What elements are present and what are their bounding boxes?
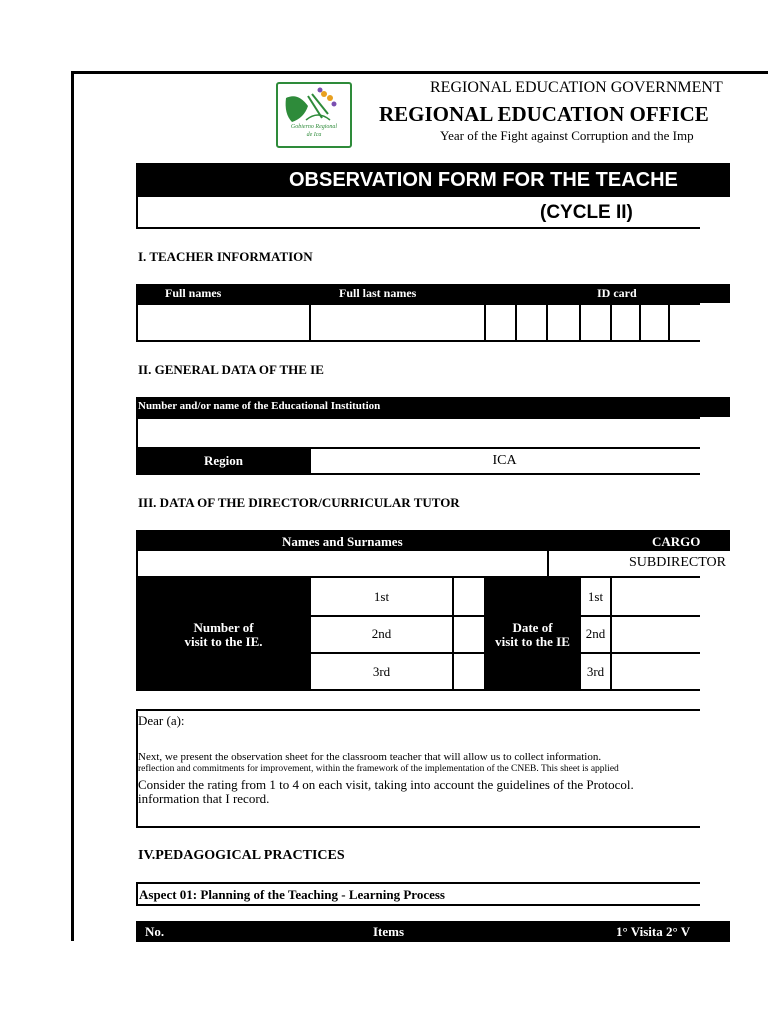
visit-number-2nd: 2nd	[371, 626, 392, 641]
cargo-label: CARGO	[652, 534, 701, 549]
message-line-1: Next, we present the observation sheet for the classroom teacher that will allow us to collect information.	[138, 751, 602, 763]
id-digit-2[interactable]	[515, 303, 548, 342]
section-teacher-info-heading: I. TEACHER INFORMATION	[138, 249, 313, 264]
col-no: No.	[145, 924, 165, 939]
director-name-field[interactable]	[136, 549, 549, 578]
aspect-01-title: Aspect 01: Planning of the Teaching - Learning Process	[139, 887, 445, 902]
visit-number-3rd: 3rd	[372, 664, 391, 679]
visit-date-label-2: visit to the IE	[495, 634, 570, 649]
message-greeting: Dear (a):	[138, 713, 185, 728]
visit-number-1st: 1st	[373, 589, 390, 604]
section-director-heading: III. DATA OF THE DIRECTOR/CURRICULAR TUTOR	[138, 495, 460, 510]
cargo-value: SUBDIRECTOR	[629, 555, 726, 570]
logo-text: Gobierno Regional	[290, 124, 338, 130]
id-digit-7[interactable]	[668, 303, 700, 342]
col-items: Items	[373, 924, 405, 939]
page-frame-left	[71, 71, 74, 941]
visit-check-3[interactable]	[452, 652, 486, 691]
visit-number-label: Number of	[193, 620, 254, 635]
visit-date-label: Date of	[512, 620, 553, 635]
id-digit-6[interactable]	[639, 303, 670, 342]
message-line-3: Consider the rating from 1 to 4 on each visit, taking into account the guidelines of the Protocol.	[138, 777, 634, 792]
id-digit-4[interactable]	[579, 303, 612, 342]
region-value: ICA	[492, 453, 517, 468]
visit-check-2[interactable]	[452, 615, 486, 654]
message-line-4: information that I record.	[138, 791, 270, 806]
section-general-data-heading: II. GENERAL DATA OF THE IE	[138, 362, 324, 377]
full-names-field[interactable]	[136, 303, 311, 342]
col-id-card: ID card	[597, 286, 637, 300]
form-title-bar	[136, 163, 730, 197]
regional-government-logo	[276, 82, 352, 148]
visit-date-1st: 1st	[587, 589, 604, 604]
page-frame-top	[71, 71, 768, 74]
visit-date-3rd: 3rd	[586, 664, 605, 679]
col-full-last-names: Full last names	[339, 286, 417, 300]
header-government: REGIONAL EDUCATION GOVERNMENT	[430, 79, 723, 96]
names-surnames-label: Names and Surnames	[282, 534, 403, 549]
visit-date-2nd: 2nd	[585, 626, 606, 641]
ie-name-field[interactable]	[136, 417, 700, 449]
form-title: OBSERVATION FORM FOR THE TEACHE	[289, 169, 678, 191]
col-full-names: Full names	[165, 286, 222, 300]
visit-date-field-2[interactable]	[610, 615, 700, 654]
form-cycle: (CYCLE II)	[540, 202, 633, 223]
logo-text-2: de Ica	[306, 132, 322, 138]
id-digit-3[interactable]	[546, 303, 581, 342]
visit-number-label-2: visit to the IE.	[184, 634, 263, 649]
message-line-2: reflection and commitments for improvement, within the framework of the implementation of the CNEB. This sheet is applied	[138, 764, 619, 774]
ie-label: Number and/or name of the Educational Institution	[138, 400, 381, 412]
id-digit-1[interactable]	[484, 303, 517, 342]
last-names-field[interactable]	[309, 303, 486, 342]
id-digit-5[interactable]	[610, 303, 641, 342]
region-label: Region	[204, 453, 243, 468]
teacher-table-header	[136, 284, 730, 303]
col-visits: 1° Visita 2° V	[616, 924, 691, 939]
section-pedagogical-heading: IV.PEDAGOGICAL PRACTICES	[138, 848, 345, 863]
director-header-bar	[136, 530, 730, 551]
visit-check-1[interactable]	[452, 576, 486, 617]
header-office: REGIONAL EDUCATION OFFICE	[379, 102, 709, 126]
visit-date-field-1[interactable]	[610, 576, 700, 617]
visit-date-field-3[interactable]	[610, 652, 700, 691]
header-year-motto: Year of the Fight against Corruption and the Imp	[440, 128, 694, 143]
